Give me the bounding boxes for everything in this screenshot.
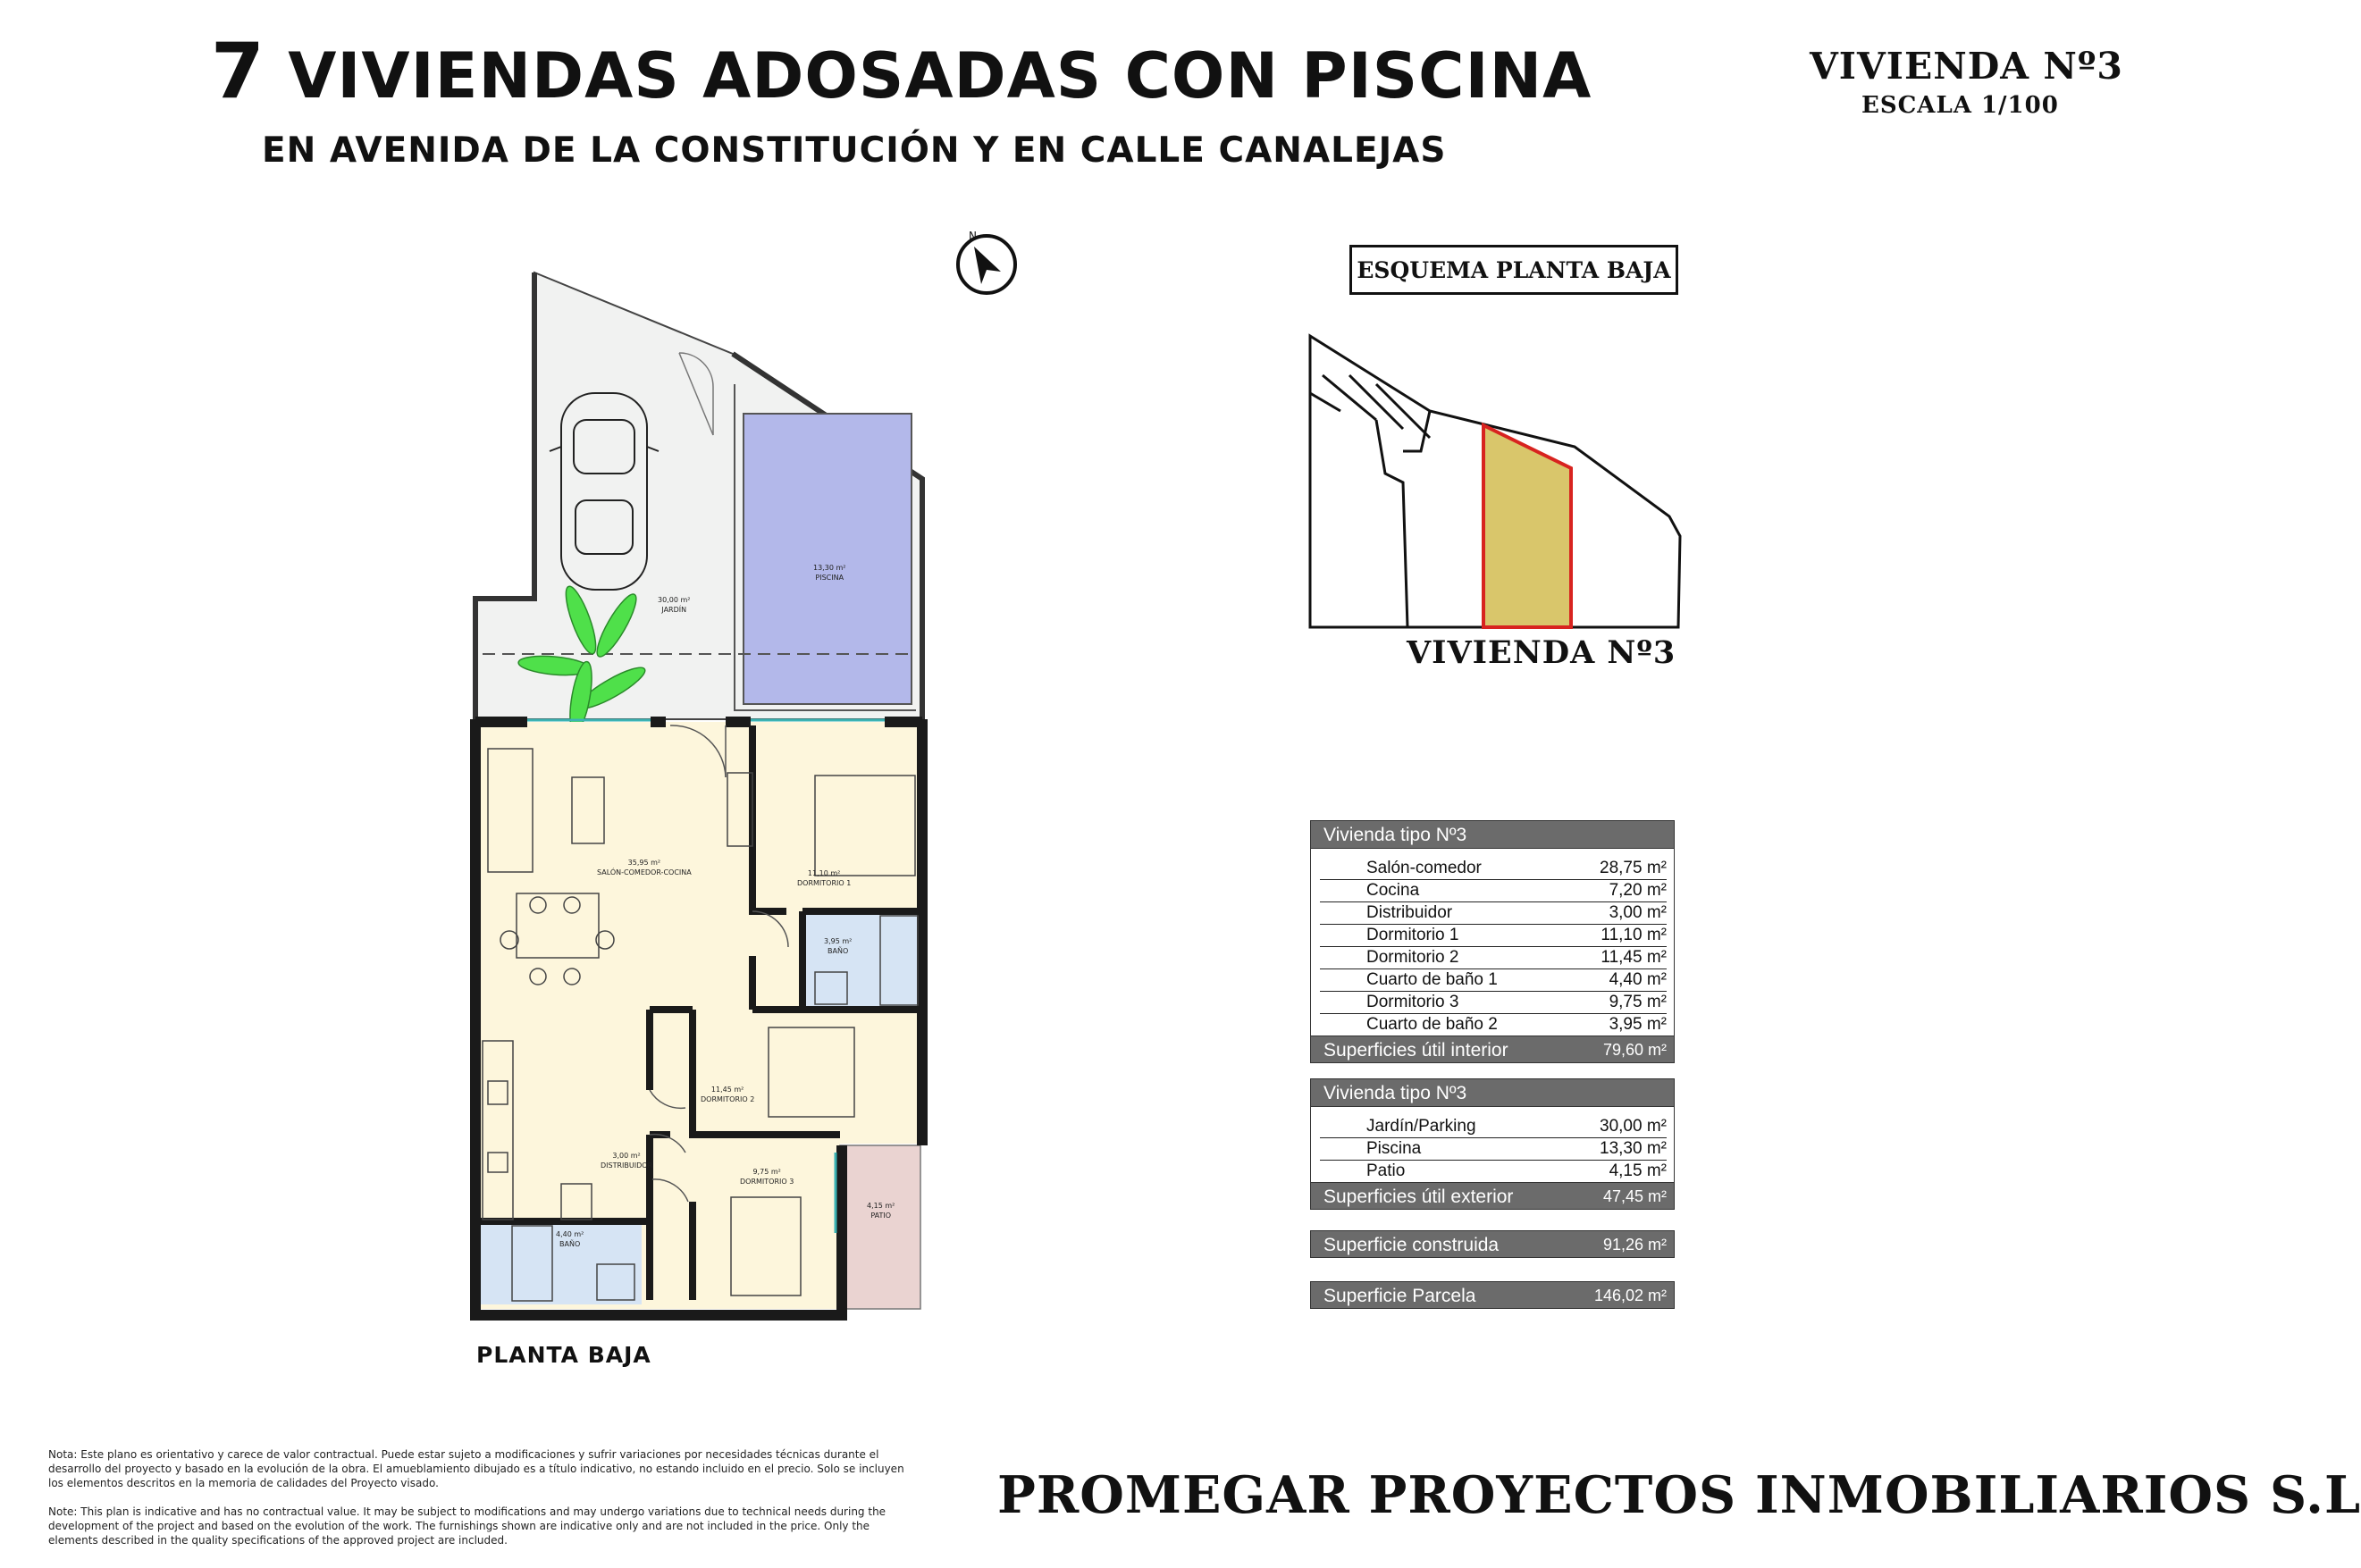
- room-area: 3,00 m²: [612, 1152, 641, 1160]
- row-value: 28,75 m²: [1600, 859, 1667, 877]
- schema-diagram: [1305, 331, 1689, 634]
- page-title: [211, 27, 1592, 116]
- room-label-distribuidor: [601, 1151, 652, 1170]
- table-row: [1320, 947, 1667, 969]
- floor-plan: [465, 268, 938, 1322]
- row-label: Cuarto de baño 2: [1366, 1015, 1498, 1034]
- scale-label: ESCALA 1/100: [1861, 92, 2059, 119]
- plan-label: PLANTA BAJA: [476, 1342, 651, 1368]
- room-label-bano-1: [556, 1229, 584, 1249]
- row-value: 3,00 m²: [1609, 903, 1667, 922]
- room-name: DISTRIBUIDOR: [601, 1161, 653, 1170]
- room-label-piscina: [813, 563, 845, 583]
- row-label: Dormitorio 2: [1366, 948, 1459, 967]
- room-area: 11,45 m²: [710, 1086, 744, 1094]
- room-area: 9,75 m²: [752, 1168, 781, 1176]
- row-value: 13,30 m²: [1600, 1139, 1667, 1158]
- room-label-dormitorio-1: [797, 868, 851, 888]
- table-header: Vivienda tipo Nº3: [1310, 1078, 1675, 1107]
- room-name: DORMITORIO 1: [797, 879, 852, 887]
- room-label-dormitorio-2: [701, 1085, 754, 1104]
- pool: [744, 414, 912, 704]
- room-label-bano-2: [824, 936, 852, 956]
- row-label: Dormitorio 3: [1366, 993, 1459, 1011]
- summary-label: Superficie Parcela: [1323, 1286, 1476, 1306]
- room-area: 30,00 m²: [658, 596, 691, 604]
- table-header: Vivienda tipo Nº3: [1310, 820, 1675, 849]
- table-body: [1310, 1107, 1675, 1182]
- table-total: [1310, 1182, 1675, 1210]
- schema-vivienda-label: VIVIENDA Nº3: [1407, 634, 1676, 671]
- row-value: 11,45 m²: [1601, 948, 1667, 967]
- room-name: SALÓN-COMEDOR-COCINA: [597, 868, 692, 876]
- table-row: [1320, 1161, 1667, 1182]
- table-total: [1310, 1036, 1675, 1063]
- vivienda-header: VIVIENDA Nº3: [1810, 45, 2123, 88]
- table-row: [1320, 992, 1667, 1014]
- title-text: VIVIENDAS ADOSADAS CON PISCINA: [265, 39, 1592, 113]
- room-name: BAÑO: [559, 1240, 581, 1248]
- table-row: [1320, 1138, 1667, 1161]
- room-area: 35,95 m²: [627, 859, 661, 867]
- bathroom-2: [806, 911, 920, 1010]
- exterior-area-table: [1310, 1078, 1675, 1210]
- total-value: 79,60 m²: [1602, 1041, 1667, 1059]
- construida-summary: [1310, 1230, 1675, 1258]
- row-label: Cocina: [1366, 881, 1420, 900]
- room-area: 11,10 m²: [807, 869, 841, 877]
- summary-label: Superficie construida: [1323, 1235, 1500, 1255]
- parcela-summary: [1310, 1281, 1675, 1309]
- north-arrow-icon: [951, 229, 1022, 300]
- room-name: DORMITORIO 3: [740, 1178, 794, 1186]
- row-value: 4,15 m²: [1609, 1161, 1667, 1180]
- table-row: [1320, 969, 1667, 992]
- table-row: [1320, 902, 1667, 925]
- room-label-dormitorio-3: [740, 1167, 794, 1186]
- room-label-jardin: [658, 595, 690, 615]
- room-name: DORMITORIO 2: [701, 1095, 755, 1103]
- row-value: 4,40 m²: [1609, 970, 1667, 989]
- room-name: PATIO: [870, 1212, 892, 1220]
- disclaimer-en: Note: This plan is indicative and has no contractual value. It may be subject to modifications and may undergo variations due to technical needs during the development of the project and based on the evolution of the work. The furnishings shown are indicative only and are not included in the price. Only the elements described in the quality specifications of the approved project are included.: [48, 1505, 886, 1547]
- table-row: [1320, 1116, 1667, 1138]
- row-label: Piscina: [1366, 1139, 1422, 1158]
- room-name: BAÑO: [828, 947, 849, 955]
- row-label: Patio: [1366, 1161, 1406, 1180]
- disclaimer-es: Nota: Este plano es orientativo y carece de valor contractual. Puede estar sujeto a modificaciones y sufrir variaciones por necesidades técnicas durante el desarrollo del proyecto y basado en la evolución de la obra. El amueblamiento dibujado es a título indicativo, no estando incluido en el precio. Solo se incluyen los elementos descritos en la memoria de calidades del Proyecto visado.: [48, 1448, 904, 1489]
- room-area: 13,30 m²: [813, 564, 846, 572]
- total-label: Superficies útil exterior: [1323, 1186, 1514, 1207]
- total-label: Superficies útil interior: [1323, 1040, 1508, 1061]
- room-name: JARDÍN: [661, 606, 687, 614]
- row-label: Dormitorio 1: [1366, 926, 1459, 944]
- interior-area-table: [1310, 820, 1675, 1063]
- row-value: 9,75 m²: [1609, 993, 1667, 1011]
- row-value: 7,20 m²: [1609, 881, 1667, 900]
- summary-value: 91,26 m²: [1602, 1236, 1667, 1254]
- row-label: Distribuidor: [1366, 903, 1453, 922]
- table-row: [1320, 1014, 1667, 1036]
- table-row: [1320, 925, 1667, 947]
- room-label-salon: [597, 858, 692, 877]
- table-body: [1310, 849, 1675, 1036]
- table-row: [1320, 858, 1667, 880]
- patio: [840, 1145, 920, 1309]
- company-name: PROMEGAR PROYECTOS INMOBILIARIOS S.L: [997, 1465, 2361, 1525]
- table-row: [1320, 880, 1667, 902]
- row-label: Salón-comedor: [1366, 859, 1482, 877]
- row-value: 11,10 m²: [1601, 926, 1667, 944]
- room-area: 4,15 m²: [867, 1202, 895, 1210]
- summary-value: 146,02 m²: [1593, 1287, 1667, 1304]
- room-area: 4,40 m²: [556, 1230, 584, 1238]
- row-label: Jardín/Parking: [1366, 1117, 1476, 1136]
- svg-text:N: N: [969, 230, 977, 242]
- total-value: 47,45 m²: [1602, 1187, 1667, 1205]
- page-subtitle: EN AVENIDA DE LA CONSTITUCIÓN Y EN CALLE CANALEJAS: [262, 130, 1447, 171]
- row-label: Cuarto de baño 1: [1366, 970, 1498, 989]
- row-value: 30,00 m²: [1600, 1117, 1667, 1136]
- schema-title: ESQUEMA PLANTA BAJA: [1349, 245, 1678, 295]
- room-area: 3,95 m²: [824, 937, 853, 945]
- title-number: 7: [211, 27, 265, 116]
- row-value: 3,95 m²: [1609, 1015, 1667, 1034]
- room-label-patio: [867, 1201, 895, 1220]
- room-name: PISCINA: [815, 574, 844, 582]
